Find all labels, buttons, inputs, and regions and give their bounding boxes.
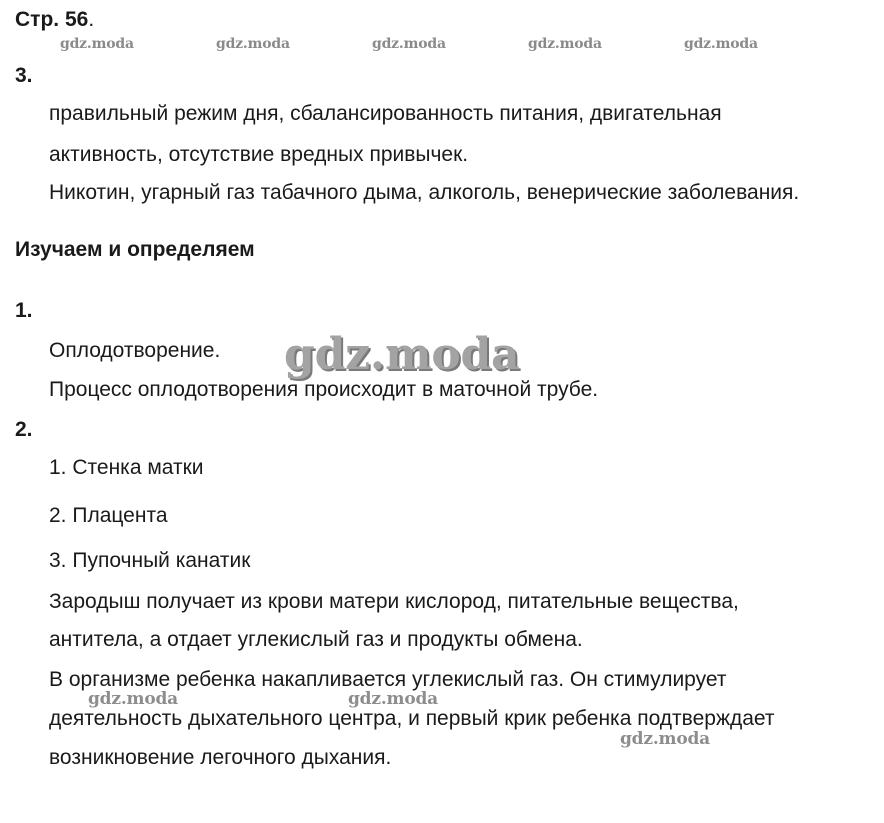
page-reference-text: Стр. 56 (15, 8, 89, 31)
section-title: Изучаем и определяем (15, 238, 255, 261)
question-number: 1. (15, 299, 33, 322)
watermark: gdz.moda (348, 689, 438, 709)
watermark: gdz.moda (620, 729, 710, 749)
answer-line: антитела, а отдает углекислый газ и продукты обмена. (49, 628, 583, 651)
task-number: 3. (15, 64, 33, 87)
page-reference-dot: . (88, 8, 95, 31)
watermark: gdz.moda (88, 689, 178, 709)
list-item: 3. Пупочный канатик (49, 549, 251, 572)
watermark: gdz.moda (372, 36, 446, 52)
answer-line: В организме ребенка накапливается углекислый газ. Он стимулирует (49, 668, 727, 691)
answer-line: Никотин, угарный газ табачного дыма, алкоголь, венерические заболевания. (49, 181, 800, 204)
answer-line: деятельность дыхательного центра, и первый крик ребенка подтверждает (49, 707, 775, 730)
question-number: 2. (15, 418, 33, 441)
watermark: gdz.moda (216, 36, 290, 52)
watermark: gdz.moda (684, 36, 758, 52)
page-reference (15, 8, 94, 32)
answer-line: возникновение легочного дыхания. (49, 746, 392, 769)
answer-line: Зародыш получает из крови матери кислород, питательные вещества, (49, 590, 739, 613)
list-item: 1. Стенка матки (49, 456, 204, 479)
answer-line: Оплодотворение. (49, 339, 221, 362)
answer-line: Процесс оплодотворения происходит в маточной трубе. (49, 378, 599, 401)
watermark: gdz.moda (60, 36, 134, 52)
list-item: 2. Плацента (49, 504, 168, 527)
answer-line: активность, отсутствие вредных привычек. (49, 143, 469, 166)
answer-line: правильный режим дня, сбалансированность питания, двигательная (49, 102, 722, 125)
watermark-large: gdz.moda (284, 329, 520, 380)
watermark: gdz.moda (528, 36, 602, 52)
